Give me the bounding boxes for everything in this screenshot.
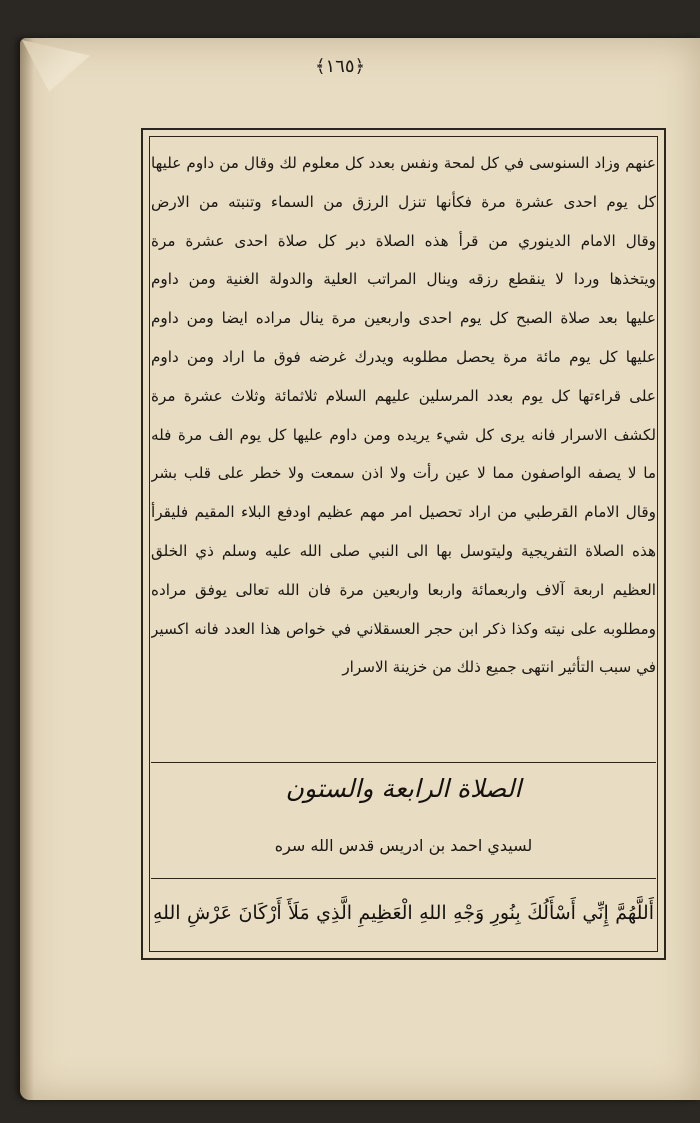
- page-number: ﴿١٦٥﴾: [314, 56, 366, 77]
- body-line: لكشف الاسرار فانه يرى كل شيء يريده ومن داوم عليها كل يوم الف مرة فله: [151, 425, 656, 444]
- body-line: هذه الصلاة التفريجية وليتوسل بها الى النبي صلى الله عليه وسلم ذي الخلق: [151, 541, 656, 560]
- folded-corner: [22, 40, 90, 92]
- prayer-line: أَللَّهُمَّ إِنِّي أَسْأَلُكَ بِنُورِ وَجْهِ اللهِ الْعَظِيمِ الَّذِي مَلَأَ أَرْكَانَ عَرْشِ اللهِ: [153, 902, 654, 924]
- body-text: [151, 148, 656, 691]
- body-line: في سبب التأثير انتهى جميع ذلك من خزينة الاسرار: [342, 658, 656, 677]
- section-divider-top: [151, 762, 656, 763]
- body-line: على قراءتها كل يوم بعدد المرسلين عليهم السلام ثلاثمائة وثلاث عشرة مرة: [151, 386, 656, 405]
- body-line: عنهم وزاد السنوسى في كل لمحة ونفس بعدد كل معلوم لك وقال من داوم عليها: [151, 154, 656, 172]
- section-subtitle: لسيدي احمد بن ادريس قدس الله سره: [274, 836, 533, 855]
- body-line: عليها كل يوم مائة مرة يحصل مطلوبه ويدرك غرضه فوق ما اراد ومن داوم: [151, 347, 656, 366]
- body-line: ما لا يصفه الواصفون مما لا عين رأت ولا اذن سمعت ولا خطر على قلب بشر: [151, 464, 656, 483]
- body-line: ومطلوبه على نيته وكذا ذكر ابن حجر العسقلاني في خواص هذا العدد فانه اكسير: [151, 619, 656, 638]
- body-line: عليها بعد صلاة الصبح كل يوم احدى واربعين مرة ينال مراده ايضا ومن داوم: [151, 309, 656, 328]
- text-frame: [141, 128, 666, 960]
- body-line: العظيم اربعة آلاف واربعمائة واربعا واربعين مرة فان الله تعالى يوفق مراده: [151, 580, 656, 599]
- body-line: كل يوم احدى عشرة مرة فكأنها تنزل الرزق من السماء وتنبته من الارض: [151, 192, 656, 211]
- body-line: وقال الامام الدينوري من قرأ هذه الصلاة دبر كل صلاة احدى عشرة مرة: [151, 231, 656, 250]
- body-line: ويتخذها وردا لا ينقطع رزقه وينال المراتب العلية والدولة الغنية ومن داوم: [151, 270, 656, 289]
- body-line: وقال الامام القرطبي من اراد تحصيل امر مهم عظيم اودفع البلاء المقيم فليقرأ: [151, 503, 656, 522]
- section-divider-bottom: [151, 878, 656, 879]
- section-title: الصلاة الرابعة والستون: [285, 774, 522, 803]
